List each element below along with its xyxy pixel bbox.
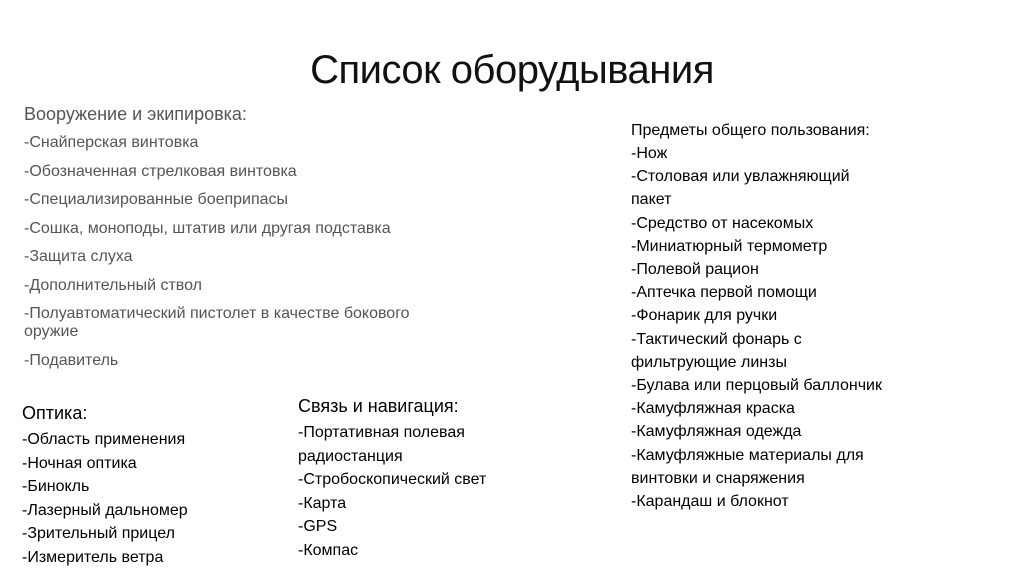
optics-item: -Область применения: [22, 431, 186, 448]
optics-item: -Бинокль: [22, 478, 90, 495]
armament-item: -Сошка, моноподы, штатив или другая подставка: [24, 219, 391, 237]
general-use-item: -Нож: [631, 145, 668, 162]
armament-item: -Подавитель: [24, 351, 119, 369]
communication-item: -Стробоскопический свет: [298, 471, 487, 488]
armament-section: [24, 104, 484, 380]
general-use-item: -Аптечка первой помощи: [631, 284, 817, 302]
armament-item: -Снайперская винтовка: [24, 134, 199, 151]
communication-section: [298, 395, 498, 562]
page-title: Список оборудывания: [310, 48, 714, 92]
armament-item: -Защита слуха: [24, 248, 133, 265]
optics-section: [22, 402, 188, 569]
communication-heading: Связь и навигация:: [298, 396, 459, 416]
optics-item: -Измеритель ветра: [22, 548, 164, 566]
optics-item: -Зрительный прицел: [22, 525, 175, 542]
communication-item: -GPS: [298, 518, 338, 535]
general-use-item: -Столовая или увлажняющий пакет: [631, 168, 850, 209]
general-use-heading: Предметы общего пользования:: [631, 122, 870, 139]
armament-item: -Обозначенная стрелковая винтовка: [24, 162, 297, 180]
armament-item: -Полуавтоматический пистолет в качестве бокового оружие: [24, 305, 410, 340]
general-use-item: -Миниатюрный термометр: [631, 237, 828, 255]
general-use-item: -Камуфляжные материалы для винтовки и снаряжения: [631, 446, 864, 487]
communication-item: -Портативная полевая радиостанция: [298, 424, 465, 465]
general-use-section: [631, 120, 921, 513]
general-use-item: -Камуфляжная краска: [631, 400, 795, 418]
general-use-item: -Средство от насекомых: [631, 214, 814, 232]
optics-heading: Оптика:: [22, 403, 88, 423]
armament-item: -Дополнительный ствол: [24, 276, 202, 294]
general-use-item: -Камуфляжная одежда: [631, 423, 802, 441]
armament-heading: Вооружение и экипировка:: [24, 104, 247, 124]
general-use-item: -Тактический фонарь с фильтрующие линзы: [631, 330, 802, 371]
general-use-item: -Фонарик для ручки: [631, 307, 778, 325]
general-use-item: -Полевой рацион: [631, 261, 759, 279]
general-use-item: -Карандаш и блокнот: [631, 493, 789, 511]
communication-item: -Компас: [298, 541, 359, 559]
general-use-item: -Булава или перцовый баллончик: [631, 377, 882, 395]
optics-item: -Лазерный дальномер: [22, 501, 188, 519]
optics-item: -Ночная оптика: [22, 454, 137, 472]
armament-item: -Специализированные боеприпасы: [24, 191, 289, 208]
communication-item: -Карта: [298, 494, 347, 512]
